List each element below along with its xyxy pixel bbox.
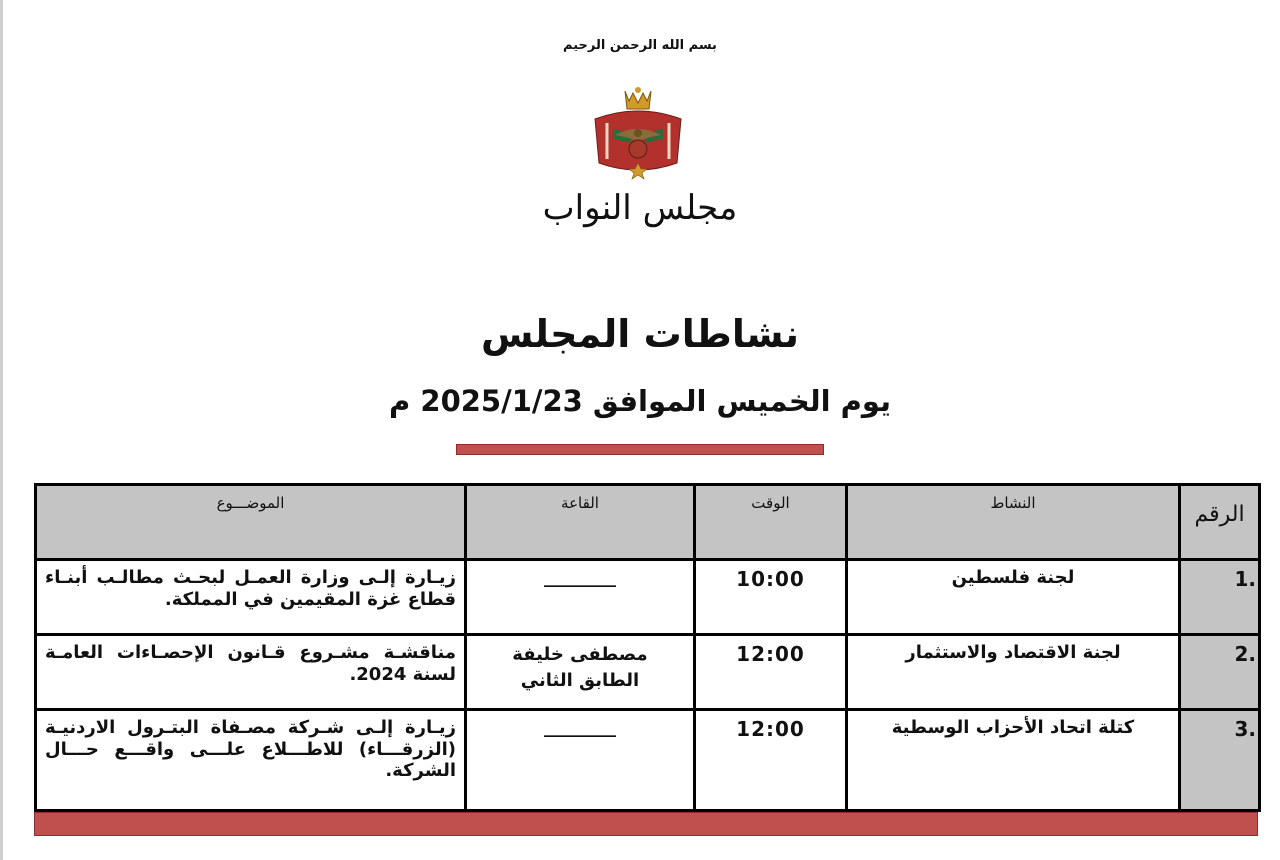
row-hall: مصطفى خليفة الطابق الثاني [466, 635, 695, 710]
council-name-calligraphy: مجلس النواب [542, 188, 738, 228]
header-hall: القاعة [466, 485, 695, 560]
row-number: .2 [1180, 635, 1260, 710]
activities-table [34, 483, 1261, 812]
row-time: 12:00 [695, 635, 847, 710]
table-header-row [36, 485, 1260, 560]
page-title: نشاطات المجلس [480, 312, 800, 356]
row-hall: ________ [466, 710, 695, 811]
header-topic: الموضـــوع [36, 485, 466, 560]
row-number: .1 [1180, 560, 1260, 635]
row-activity: لجنة الاقتصاد والاستثمار [847, 635, 1180, 710]
footer-divider-bar [34, 812, 1258, 836]
row-topic: زيـارة إلـى شـركة مصـفاة البتـرول الاردنيـة (الزرقـــاء) للاطـــلاع علـــى واقـــع حـــال الشركة. [36, 710, 466, 811]
row-activity: لجنة فلسطين [847, 560, 1180, 635]
row-topic: مناقشـة مشـروع قـانون الإحصـاءات العامـة لسنة 2024. [36, 635, 466, 710]
table-row [36, 710, 1260, 811]
coat-of-arms-icon [585, 85, 691, 191]
row-topic: زيـارة إلـى وزارة العمـل لبحـث مطالـب أبنـاء قطاع غزة المقيمين في المملكة. [36, 560, 466, 635]
title-divider-bar [456, 444, 824, 455]
table-row [36, 560, 1260, 635]
row-time: 10:00 [695, 560, 847, 635]
row-number: .3 [1180, 710, 1260, 811]
table-row [36, 635, 1260, 710]
header-time: الوقت [695, 485, 847, 560]
page-subtitle-date: يوم الخميس الموافق 2025/1/23 م [389, 384, 891, 418]
basmala-text: بسم الله الرحمن الرحيم [563, 38, 717, 53]
header-activity: النشاط [847, 485, 1180, 560]
row-time: 12:00 [695, 710, 847, 811]
row-hall: ________ [466, 560, 695, 635]
page-left-edge [0, 0, 3, 860]
header-number: الرقم [1180, 485, 1260, 560]
row-activity: كتلة اتحاد الأحزاب الوسطية [847, 710, 1180, 811]
